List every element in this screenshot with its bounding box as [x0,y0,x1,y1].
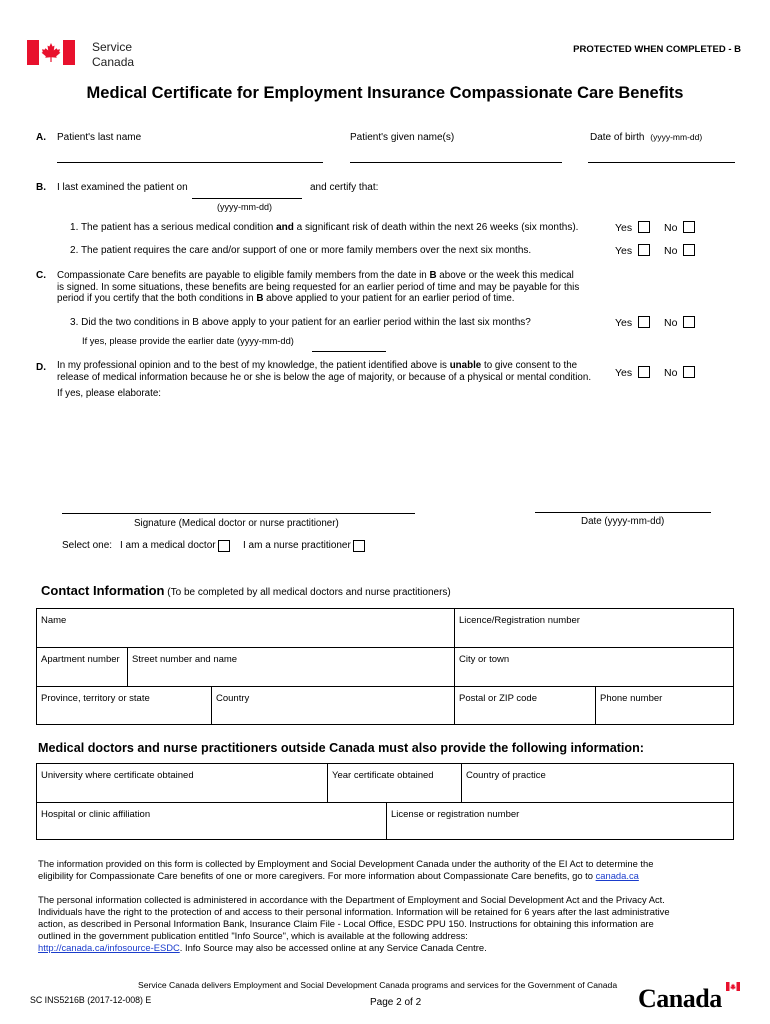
q3-yes-label: Yes [615,317,633,329]
given-name-label: Patient's given name(s) [350,132,455,143]
q3-no-label: No [664,317,678,329]
contact-table [36,608,734,725]
q1-yes-label: Yes [615,222,633,234]
examined-date-input[interactable] [192,198,302,199]
canada-ca-link[interactable]: canada.ca [595,870,639,881]
section-c-line-2: is signed. In some situations, these benefits are being requested for an earlier period of time and may be payable for this [57,281,580,293]
question-3-text: . Did the two conditions in B above apply to your patient for an earlier period within the last six months? [75,317,531,328]
section-c-letter: C. [36,270,46,281]
signature-line[interactable] [62,513,415,514]
signature-label: Signature (Medical doctor or nurse practitioner) [134,518,339,529]
protected-label: PROTECTED WHEN COMPLETED - B [573,44,741,55]
section-c-line-3-pre: period if you certify that the both conditions in [57,293,254,304]
elaborate-textarea[interactable] [57,404,737,500]
city-field[interactable]: City or town [459,654,510,665]
province-field[interactable]: Province, territory or state [41,693,150,704]
section-d-line-1-pre: In my professional opinion and to the best of my knowledge, the patient identified above is [57,360,447,371]
question-2-number: 2 [70,245,76,256]
question-1-number: 1 [70,222,76,233]
outside-col-divider-year [327,764,328,802]
section-c-line-1 [57,270,617,282]
elaborate-label: If yes, please elaborate: [57,388,162,399]
q2-no-checkbox[interactable] [683,244,695,256]
question-1 [70,222,578,233]
q2-yes-checkbox[interactable] [638,244,650,256]
section-c-line-3-bold: B [256,293,264,304]
department-line-1: Service [92,40,133,54]
nurse-label: I am a nurse practitioner [243,540,351,551]
question-1-text-bold: and [276,222,294,233]
hospital-field[interactable]: Hospital or clinic affiliation [41,809,151,820]
department-line-2: Canada [92,55,135,69]
privacy-p1-line-1: The information provided on this form is collected by Employment and Social Development Canada under the authority of the EI Act to determine the [38,858,654,869]
earlier-date-input[interactable] [312,351,386,352]
q3-yes-checkbox[interactable] [638,316,650,328]
apartment-field[interactable]: Apartment number [41,654,120,665]
given-name-input[interactable] [350,162,562,163]
section-b-letter: B. [36,182,46,193]
section-c-line-1-bold: B [429,270,437,281]
d-yes-checkbox[interactable] [638,366,650,378]
postal-field[interactable]: Postal or ZIP code [459,693,537,704]
question-2 [70,245,531,256]
dob-label [590,132,702,143]
section-a-letter: A. [36,132,46,143]
privacy-p2-line-5: . Info Source may also be accessed online at any Service Canada Centre. [179,942,487,953]
canada-wordmark-text: Canada [638,984,722,1013]
doctor-label: I am a medical doctor [120,540,216,551]
q2-yes-label: Yes [615,245,633,257]
last-name-label: Patient's last name [57,132,142,143]
question-3 [70,317,531,328]
contact-heading-sub: (To be completed by all medical doctors and nurse practitioners) [167,587,451,598]
question-1-text-pre: . The patient has a serious medical condition [75,222,274,233]
info-source-link[interactable]: http://canada.ca/infosource-ESDC [38,942,180,953]
signature-date-line[interactable] [535,512,711,513]
phone-field[interactable]: Phone number [600,693,663,704]
university-field[interactable]: University where certificate obtained [41,770,194,781]
canada-flag-logo [27,40,75,65]
q3-no-checkbox[interactable] [683,316,695,328]
contact-col-divider-country [211,686,212,724]
outside-table [36,763,734,840]
contact-col-divider-phone [595,686,596,724]
privacy-p1-line-2: eligibility for Compassionate Care benefits of one or more caregivers. For more information about Compassionate Care benefits, go to [38,870,593,881]
privacy-p2-line-3: action, as described in Personal Information Bank, Insurance Claim File - Local Office, ESDC PPU 150. Instructions for obtaining this information are [38,918,654,929]
outside-canada-heading: Medical doctors and nurse practitioners outside Canada must also provide the following information: [38,741,644,755]
privacy-p2-line-2: Individuals have the right to the protection of and access to their personal information. Information will be retained for 6 years after the last administrative [38,906,670,917]
form-number: SC INS5216B (2017-12-008) E [30,995,152,1005]
d-no-label: No [664,367,678,379]
year-field[interactable]: Year certificate obtained [332,770,434,781]
earlier-date-label: If yes, please provide the earlier date (yyyy-mm-dd) [82,336,294,346]
section-d-line-1 [57,360,617,372]
section-d-line-1-post: to give consent to the [484,360,578,371]
q1-no-checkbox[interactable] [683,221,695,233]
country-field[interactable]: Country [216,693,250,704]
wordmark-flag-icon [726,982,740,991]
street-field[interactable]: Street number and name [132,654,238,665]
q1-yes-checkbox[interactable] [638,221,650,233]
d-yes-label: Yes [615,367,633,379]
license-field[interactable]: License or registration number [391,809,520,820]
contact-col-divider-apt [127,647,128,686]
contact-row-divider-2 [37,686,733,687]
contact-heading [41,583,451,598]
section-d-text [57,360,617,383]
section-d-line-2: release of medical information because he or she is below the age of majority, or because of a physical or mental condition. [57,371,592,383]
page-number: Page 2 of 2 [370,997,422,1008]
doctor-checkbox[interactable] [218,540,230,552]
privacy-p2-line-1: The personal information collected is administered in accordance with the Department of Employment and Social Development Act and the Privacy Act. [38,894,665,905]
question-3-number: 3 [70,317,76,328]
signature-date-label: Date (yyyy-mm-dd) [581,516,665,527]
page-title: Medical Certificate for Employment Insurance Compassionate Care Benefits [86,84,684,102]
dob-format: (yyyy-mm-dd) [650,132,703,142]
country-practice-field[interactable]: Country of practice [466,770,546,781]
select-one-label: Select one: [62,540,113,551]
footer-delivers: Service Canada delivers Employment and Social Development Canada programs and services for the Government of Canada [138,980,618,990]
last-name-input[interactable] [57,162,323,163]
q1-no-label: No [664,222,678,234]
contact-col-divider-main [454,609,455,724]
examined-date-format: (yyyy-mm-dd) [217,202,272,212]
outside-row-divider [37,802,733,803]
section-c-line-3 [57,293,617,305]
outside-col-divider-country [461,764,462,802]
certify-label: and certify that: [310,182,379,193]
nurse-checkbox[interactable] [353,540,365,552]
dob-input[interactable] [588,162,735,163]
outside-col-divider-license [386,802,387,839]
licence-field[interactable]: Licence/Registration number [459,615,580,626]
section-c-text [57,270,617,305]
privacy-paragraph-1 [38,858,738,882]
department-name [92,40,134,70]
question-2-text: . The patient requires the care and/or support of one or more family members over the next six months. [75,245,532,256]
question-1-text-post: a significant risk of death within the next 26 weeks (six months). [296,222,579,233]
section-c-line-3-post: above applied to your patient for an earlier period of time. [266,293,515,304]
q2-no-label: No [664,245,678,257]
privacy-p2-line-4: outlined in the government publication entitled "Info Source", which is available at the following address: [38,930,468,941]
d-no-checkbox[interactable] [683,366,695,378]
contact-heading-title: Contact Information [41,583,165,598]
privacy-paragraph-2 [38,894,738,954]
canada-wordmark [638,984,722,1012]
section-c-line-1-post: above or the week this medical [439,270,574,281]
dob-label-text: Date of birth [590,132,645,143]
section-c-line-1-pre: Compassionate Care benefits are payable to eligible family members from the date in [57,270,427,281]
name-field[interactable]: Name [41,615,67,626]
section-d-line-1-bold: unable [449,360,482,371]
examined-label: I last examined the patient on [57,182,188,193]
contact-row-divider-1 [37,647,733,648]
section-d-letter: D. [36,362,46,373]
